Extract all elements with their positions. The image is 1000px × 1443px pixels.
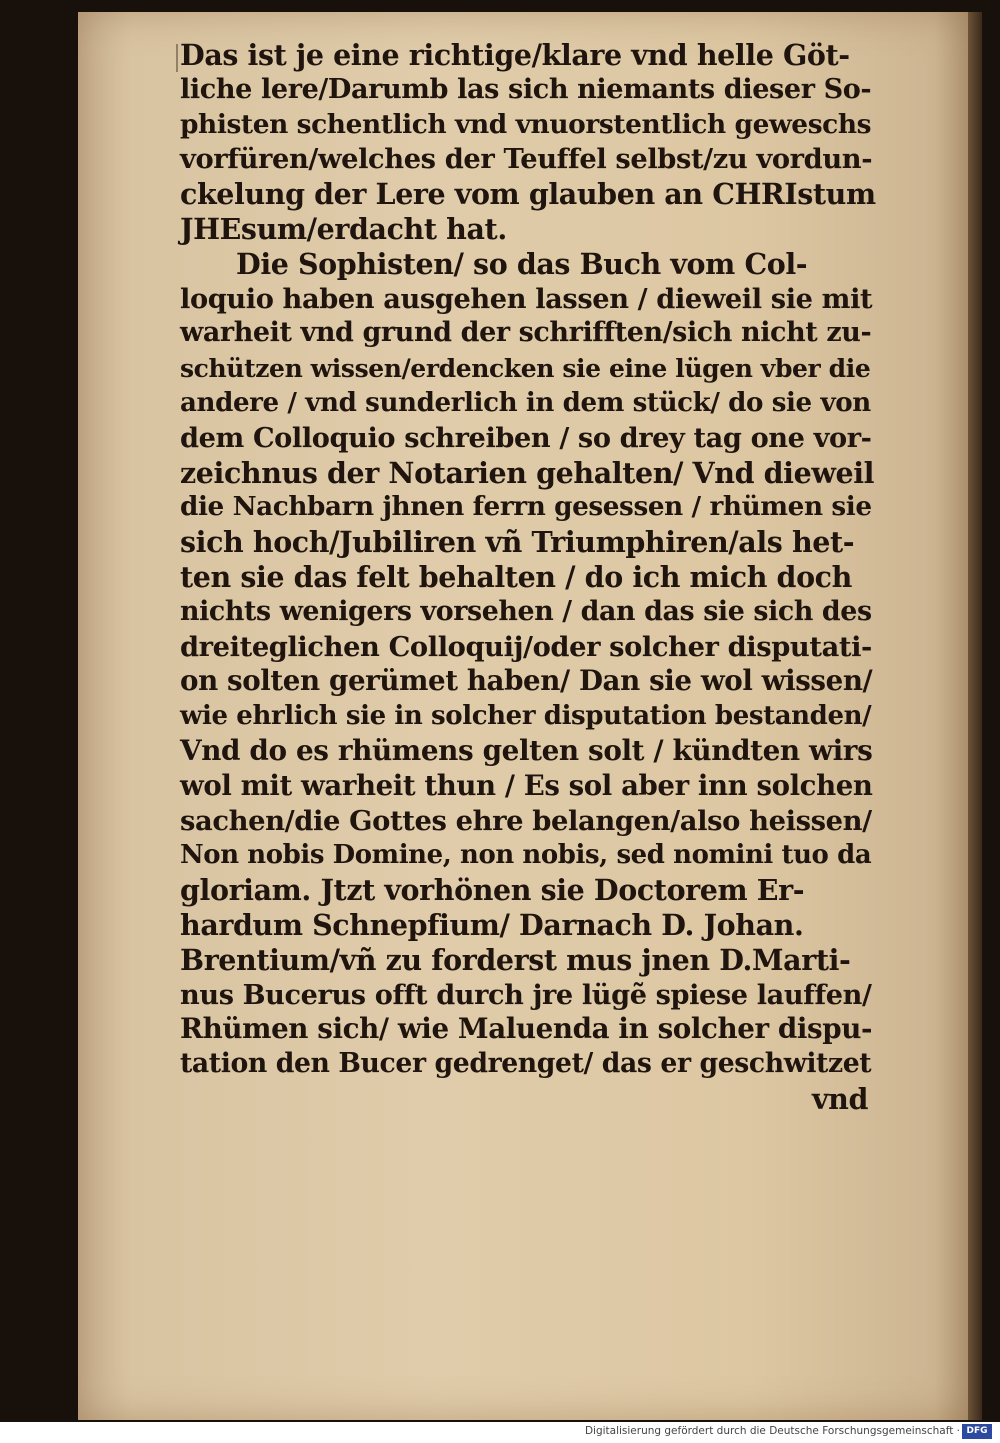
text-line: zeichnus der Notarien gehalten/ Vnd dieweil xyxy=(180,455,875,490)
text-line: dem Colloquio schreiben / so drey tag one vor- xyxy=(180,421,872,454)
text-line: tation den Bucer gedrenget/ das er geschwitzet xyxy=(180,1048,872,1080)
text-line: loquio haben ausgehen lassen / dieweil sie mit xyxy=(180,282,873,315)
text-line: gloriam. Jtzt vorhönen sie Doctorem Er- xyxy=(180,873,805,908)
text-line: Das ist je eine richtige/klare vnd helle Göt- xyxy=(180,38,850,72)
text-line: ckelung der Lere vom glauben an CHRIstum xyxy=(180,177,876,212)
funding-credit: Digitalisierung gefördert durch die Deutsche Forschungsgemeinschaft · xyxy=(584,1425,960,1437)
text-line: on solten gerümet haben/ Dan sie wol wissen/ xyxy=(180,664,873,698)
text-line: wie ehrlich sie in solcher disputation bestanden/ xyxy=(180,701,872,732)
text-line: andere / vnd sunderlich in dem stück/ do sie von xyxy=(180,386,871,418)
text-line: die Nachbarn jhnen ferrn gesessen / rhümen sie xyxy=(180,491,872,523)
text-line: wol mit warheit thun / Es sol aber inn solchen xyxy=(180,768,873,802)
text-line: schützen wissen/erdencken sie eine lügen vber die xyxy=(180,353,871,384)
text-line: liche lere/Darumb las sich niemants dieser So- xyxy=(180,73,872,105)
page-edge xyxy=(968,12,982,1420)
catchword: vnd xyxy=(811,1081,868,1116)
text-line-paragraph-start: Die Sophisten/ so das Buch vom Col- xyxy=(236,246,808,281)
text-line: sachen/die Gottes ehre belangen/also heissen/ xyxy=(180,804,872,837)
text-line: phisten schentlich vnd vnuorstentlich geweschs xyxy=(180,108,872,140)
text-line: JHEsum/erdacht hat. xyxy=(180,211,507,246)
text-line: dreiteglichen Colloquij/oder solcher disputati- xyxy=(180,630,872,663)
text-line: ten sie das felt behalten / do ich mich doch xyxy=(180,559,852,594)
text-line: warheit vnd grund der schrifften/sich nicht zu- xyxy=(180,317,872,349)
dfg-logo: DFG xyxy=(962,1424,992,1439)
text-line: hardum Schnepfium/ Darnach D. Johan. xyxy=(180,907,804,942)
text-line: nus Bucerus offt durch jre lügẽ spiese lauffen/ xyxy=(180,978,872,1011)
text-line: Non nobis Domine, non nobis, sed nomini tuo da xyxy=(180,840,872,871)
text-line: sich hoch/Jubiliren vñ Triumphiren/als het- xyxy=(180,525,855,560)
margin-mark xyxy=(176,44,178,72)
page-text-block xyxy=(180,38,880,1117)
text-line: Vnd do es rhümens gelten solt / kündten wirs xyxy=(180,733,873,767)
text-line: Brentium/vñ zu forderst mus jnen D.Marti- xyxy=(180,942,851,977)
text-line: vorfüren/welches der Teuffel selbst/zu vordun- xyxy=(180,143,873,176)
text-line: nichts wenigers vorsehen / dan das sie sich des xyxy=(180,595,872,627)
text-line: Rhümen sich/ wie Maluenda in solcher dispu- xyxy=(180,1012,873,1046)
